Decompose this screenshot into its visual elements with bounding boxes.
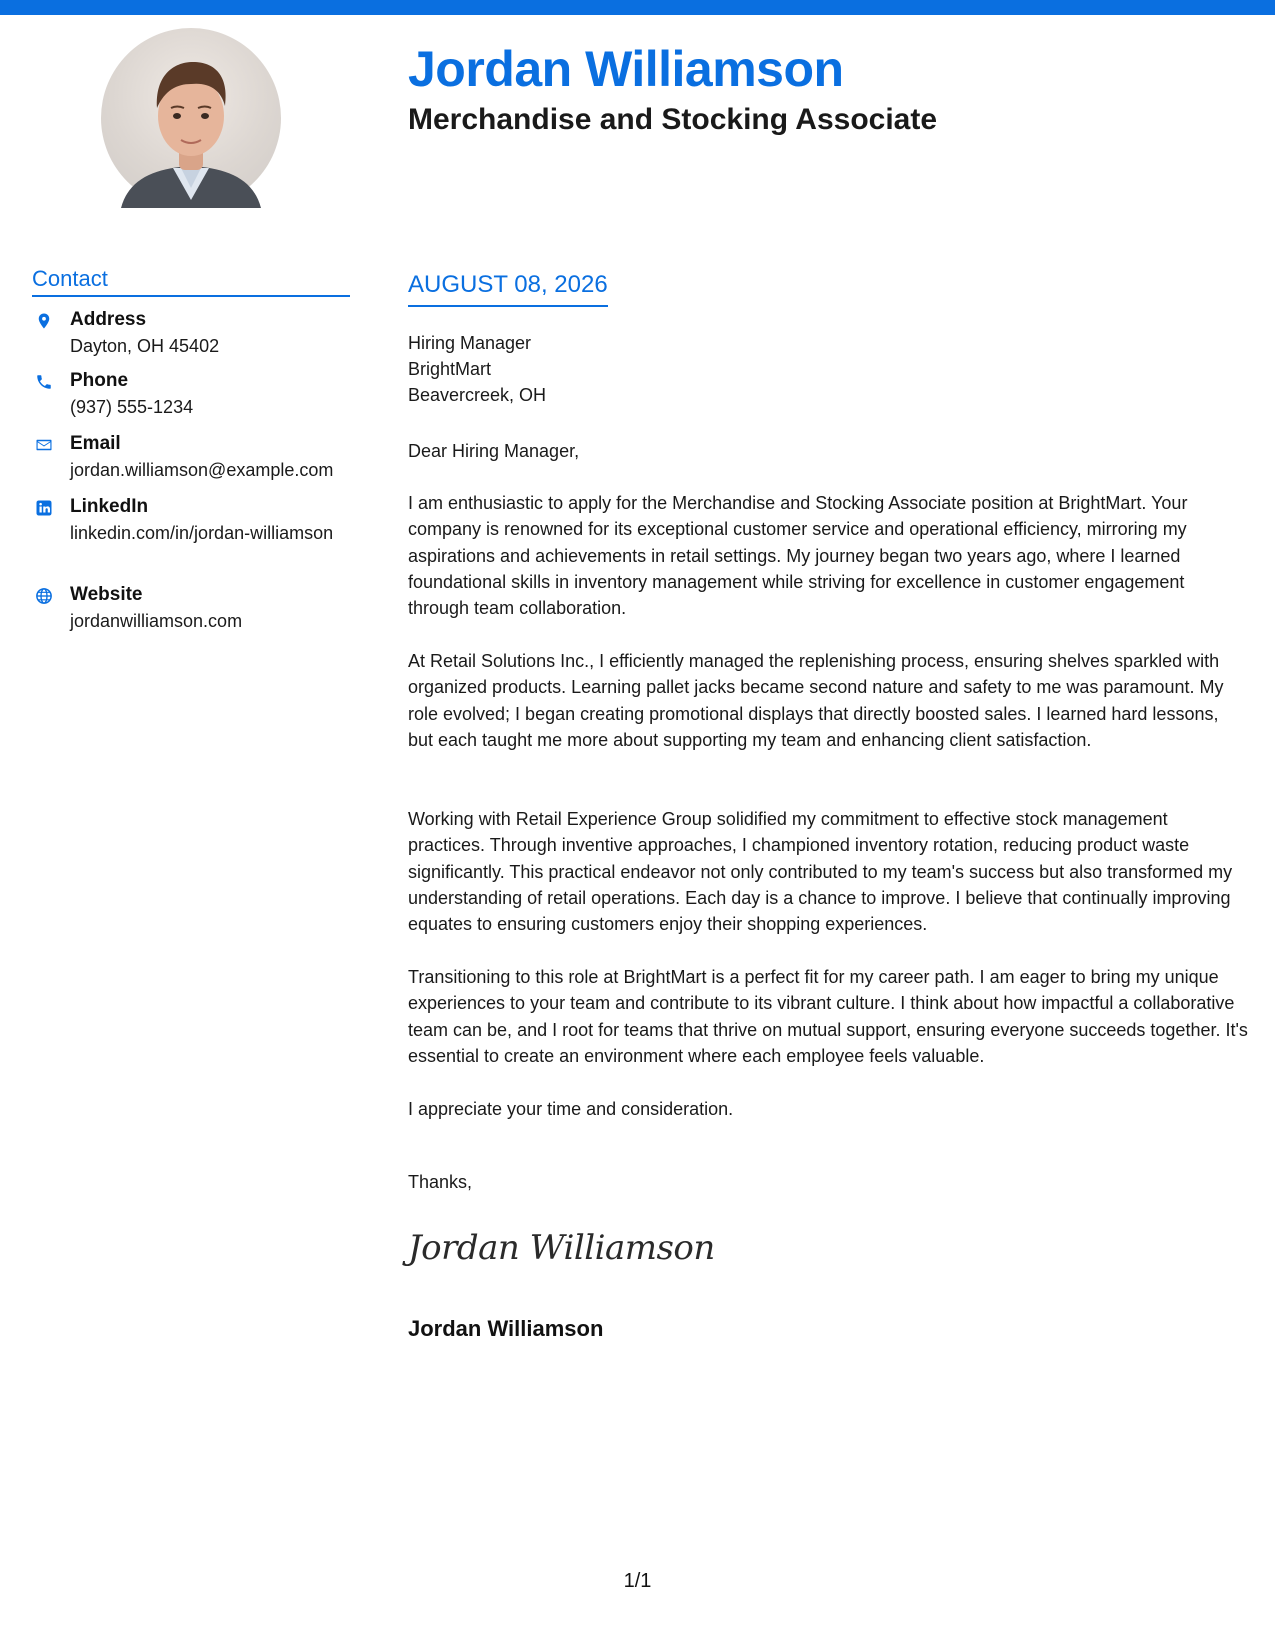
contact-label: Address (70, 309, 147, 330)
recipient-line: Hiring Manager (408, 333, 532, 353)
globe-icon (35, 587, 53, 605)
envelope-icon (35, 436, 53, 454)
contact-value: (937) 555-1234 (70, 397, 194, 417)
closing: Thanks, (408, 1172, 473, 1192)
phone-icon (35, 373, 53, 391)
salutation: Dear Hiring Manager, (408, 441, 580, 461)
top-accent-bar (0, 0, 1275, 15)
recipient-line: BrightMart (408, 359, 492, 379)
applicant-name: Jordan Williamson (408, 41, 844, 97)
letter-paragraph: I appreciate your time and consideration. (408, 1099, 734, 1119)
contact-heading: Contact (32, 266, 350, 297)
contact-label: LinkedIn (70, 496, 149, 517)
signer-name: Jordan Williamson (408, 1316, 604, 1341)
recipient-line: Beavercreek, OH (408, 385, 547, 405)
linkedin-icon (35, 499, 53, 517)
page-number: 1/1 (623, 1570, 652, 1592)
contact-label: Website (70, 584, 143, 605)
handwritten-signature: Jordan Williamson (408, 1228, 715, 1268)
contact-value[interactable]: jordan.williamson@example.com (70, 460, 334, 480)
contact-value[interactable]: jordanwilliamson.com (70, 611, 243, 631)
contact-value: Dayton, OH 45402 (70, 336, 220, 356)
letter-paragraph: I am enthusiastic to apply for the Merchandise and Stocking Associate position at BrightMart. Your company is renowned for its exceptional customer service and operational efficiency, mirroring my aspirations and achievements in retail settings. My journey began two years ago, where I learned foundational skills in inventory management while striving for excellence in customer engagement through team collaboration. (408, 493, 1188, 619)
location-pin-icon (35, 312, 53, 330)
contact-value[interactable]: linkedin.com/in/jordan-williamson (70, 523, 334, 543)
letter-paragraph: Working with Retail Experience Group solidified my commitment to effective stock management practices. Through inventive approaches, I championed inventory rotation, reducing product waste significantly. This practical endeavor not only contributed to my team's success but also transformed my understanding of retail operations. Each day is a chance to improve. I believe that continually improving equates to ensuring customers enjoy their shopping experiences. (408, 809, 1233, 935)
applicant-title: Merchandise and Stocking Associate (408, 103, 938, 136)
contact-label: Email (70, 433, 121, 454)
profile-photo (101, 28, 281, 208)
letter-date: AUGUST 08, 2026 (408, 271, 608, 307)
contact-label: Phone (70, 370, 129, 391)
letter-paragraph: Transitioning to this role at BrightMart is a perfect fit for my career path. I am eager to bring my unique experiences to your team and contribute to its vibrant culture. I think about how impactful a collaborative team can be, and I root for teams that thrive on mutual support, ensuring everyone succeeds together. It's essential to create an environment where each employee feels valuable. (408, 967, 1248, 1066)
recipient-block (408, 330, 546, 408)
letter-paragraph: At Retail Solutions Inc., I efficiently managed the replenishing process, ensuring shelves sparkled with organized products. Learning pallet jacks became second nature and safety to me was paramount. My role evolved; I began creating promotional displays that directly boosted sales. I learned hard lessons, but each taught me more about supporting my team and enhancing client satisfaction. (408, 651, 1224, 750)
portrait-image (101, 28, 281, 208)
